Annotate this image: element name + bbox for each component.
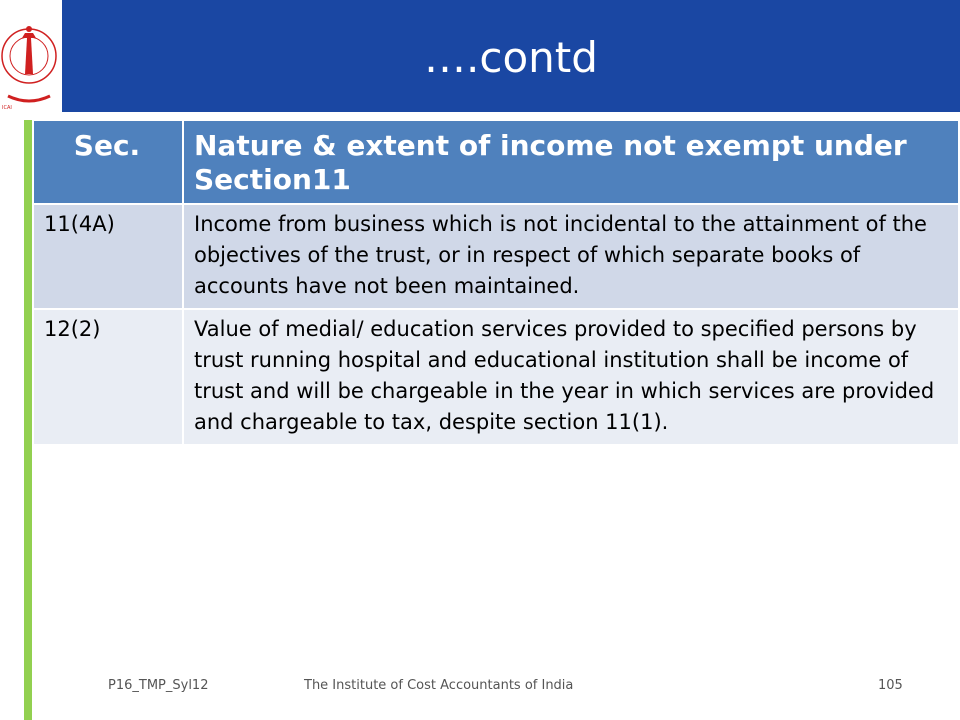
accent-bar (24, 120, 32, 720)
logo-area (0, 0, 62, 112)
exemption-table (32, 119, 960, 446)
table-header-row (33, 120, 959, 204)
page-number: 105 (878, 678, 903, 693)
cell-sec: 11(4A) (33, 204, 183, 309)
cell-nature: Value of medial/ education services provided to specified persons by trust running hospital and educational institution shall be income of trust and will be chargeable in the year in which services are provided and chargeable to tax, despite section 11(1). (183, 309, 959, 445)
header-sec: Sec. (33, 120, 183, 204)
cell-sec: 12(2) (33, 309, 183, 445)
header-nature: Nature & extent of income not exempt under Section11 (183, 120, 959, 204)
slide-title: ….contd (424, 33, 598, 82)
logo-lettering: ICAI (2, 105, 12, 111)
cell-nature: Income from business which is not incidental to the attainment of the objectives of the trust, or in respect of which separate books of accounts have not been maintained. (183, 204, 959, 309)
table-row (33, 204, 959, 309)
footer-code: P16_TMP_Syl12 (108, 678, 209, 693)
institute-logo-icon (0, 0, 62, 112)
table-row (33, 309, 959, 445)
footer-institute: The Institute of Cost Accountants of India (304, 678, 574, 693)
